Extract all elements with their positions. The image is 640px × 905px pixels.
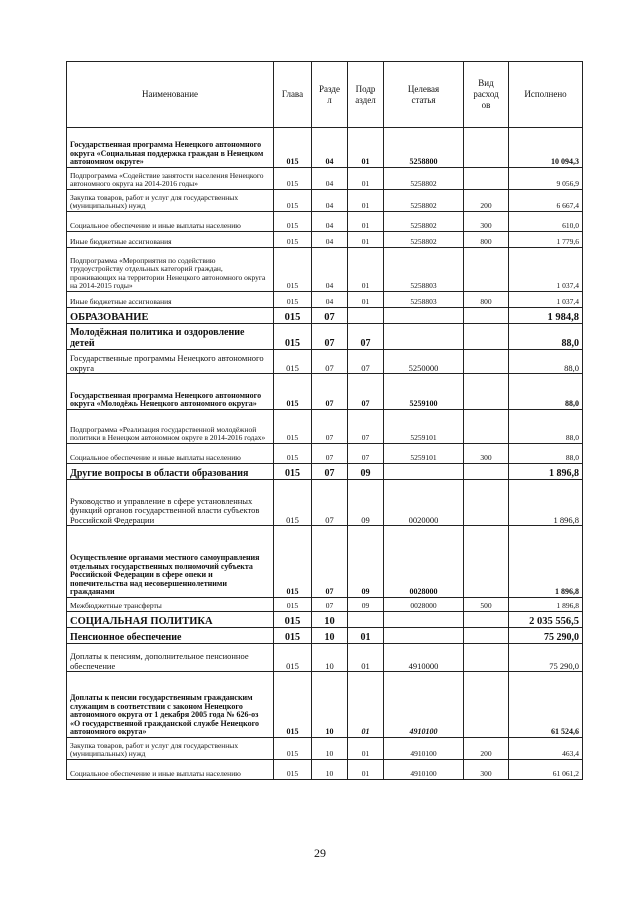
row-target: 5259100	[384, 374, 464, 410]
row-expense	[464, 350, 509, 374]
row-target: 5258802	[384, 168, 464, 190]
row-amount: 2 035 556,5	[509, 612, 583, 628]
row-name: Доплаты к пенсиям, дополнительное пенсионное обеспечение	[67, 644, 274, 672]
row-amount: 9 056,9	[509, 168, 583, 190]
row-amount: 88,0	[509, 444, 583, 464]
row-amount: 610,0	[509, 212, 583, 232]
row-subsection: 07	[348, 444, 384, 464]
row-chapter: 015	[274, 526, 312, 598]
row-amount: 1 896,8	[509, 526, 583, 598]
row-amount: 10 094,3	[509, 128, 583, 168]
table-row	[67, 644, 583, 672]
row-expense	[464, 128, 509, 168]
row-section: 10	[312, 760, 348, 780]
row-subsection: 01	[348, 760, 384, 780]
page-number: 29	[314, 846, 326, 860]
row-subsection: 09	[348, 598, 384, 612]
row-chapter: 015	[274, 464, 312, 480]
row-amount: 1 779,6	[509, 232, 583, 248]
table-row	[67, 444, 583, 464]
row-expense: 500	[464, 598, 509, 612]
header-name: Наименование	[67, 62, 274, 128]
row-chapter: 015	[274, 480, 312, 526]
row-expense: 800	[464, 232, 509, 248]
row-expense: 300	[464, 760, 509, 780]
row-amount: 1 037,4	[509, 292, 583, 308]
table-row	[67, 350, 583, 374]
table-row	[67, 464, 583, 480]
table-row	[67, 760, 583, 780]
row-expense	[464, 628, 509, 644]
row-expense	[464, 612, 509, 628]
row-name: Пенсионное обеспечение	[67, 628, 274, 644]
row-target: 4910100	[384, 738, 464, 760]
row-chapter: 015	[274, 598, 312, 612]
row-name: Подпрограмма «Мероприятия по содействию трудоустройству отдельных категорий граждан, проживающих на территории Ненецкого автономного округа на 2014-2015 годы»	[67, 248, 274, 292]
row-subsection: 07	[348, 350, 384, 374]
row-target: 5259101	[384, 410, 464, 444]
row-expense: 200	[464, 190, 509, 212]
row-name: Руководство и управление в сфере установленных функций органов государственной власти субъектов Российской Федерации	[67, 480, 274, 526]
row-expense	[464, 672, 509, 738]
header-section: Разде л	[312, 62, 348, 128]
table-row	[67, 128, 583, 168]
row-expense	[464, 168, 509, 190]
row-target: 4910100	[384, 672, 464, 738]
table-row	[67, 168, 583, 190]
row-target: 4910100	[384, 760, 464, 780]
row-target	[384, 324, 464, 350]
row-chapter: 015	[274, 410, 312, 444]
row-target: 0028000	[384, 598, 464, 612]
row-section: 04	[312, 190, 348, 212]
table-row	[67, 324, 583, 350]
row-section: 07	[312, 350, 348, 374]
row-subsection: 01	[348, 168, 384, 190]
row-section: 04	[312, 292, 348, 308]
row-section: 07	[312, 526, 348, 598]
row-target: 5250000	[384, 350, 464, 374]
row-target: 5258802	[384, 212, 464, 232]
row-expense: 200	[464, 738, 509, 760]
header-executed: Исполнено	[509, 62, 583, 128]
row-expense: 800	[464, 292, 509, 308]
row-section: 10	[312, 672, 348, 738]
row-target: 4910000	[384, 644, 464, 672]
row-subsection: 01	[348, 738, 384, 760]
row-subsection	[348, 308, 384, 324]
row-section: 07	[312, 480, 348, 526]
header-subsection: Подр аздел	[348, 62, 384, 128]
row-amount: 1 896,8	[509, 464, 583, 480]
row-chapter: 015	[274, 190, 312, 212]
row-expense	[464, 308, 509, 324]
header-chapter: Глава	[274, 62, 312, 128]
row-expense: 300	[464, 444, 509, 464]
row-expense	[464, 324, 509, 350]
row-amount: 88,0	[509, 410, 583, 444]
row-target	[384, 308, 464, 324]
row-section: 10	[312, 628, 348, 644]
table-row	[67, 248, 583, 292]
header-row	[67, 62, 583, 128]
table-row	[67, 212, 583, 232]
row-name: Подпрограмма «Реализация государственной молодёжной политики в Ненецком автономном округе в 2014-2016 годах»	[67, 410, 274, 444]
row-chapter: 015	[274, 248, 312, 292]
table-row	[67, 374, 583, 410]
row-name: Межбюджетные трансферты	[67, 598, 274, 612]
row-section: 07	[312, 464, 348, 480]
header-expense: Вид расход ов	[464, 62, 509, 128]
row-chapter: 015	[274, 760, 312, 780]
row-target: 5258803	[384, 292, 464, 308]
row-chapter: 015	[274, 644, 312, 672]
row-expense	[464, 464, 509, 480]
row-target: 5259101	[384, 444, 464, 464]
row-chapter: 015	[274, 324, 312, 350]
row-target: 5258800	[384, 128, 464, 168]
row-chapter: 015	[274, 612, 312, 628]
row-name: Закупка товаров, работ и услуг для государственных (муниципальных) нужд	[67, 738, 274, 760]
row-target: 5258803	[384, 248, 464, 292]
row-subsection: 09	[348, 526, 384, 598]
table-row	[67, 526, 583, 598]
row-subsection	[348, 612, 384, 628]
row-subsection: 07	[348, 410, 384, 444]
row-section: 04	[312, 128, 348, 168]
table-body	[67, 128, 583, 780]
row-chapter: 015	[274, 350, 312, 374]
row-target: 5258802	[384, 232, 464, 248]
row-amount: 1 984,8	[509, 308, 583, 324]
row-subsection: 01	[348, 190, 384, 212]
row-name: Иные бюджетные ассигнования	[67, 232, 274, 248]
row-amount: 61 061,2	[509, 760, 583, 780]
row-amount: 75 290,0	[509, 628, 583, 644]
row-chapter: 015	[274, 128, 312, 168]
row-name: Доплаты к пенсии государственным гражданским служащим в соответствии с законом Ненецкого автономного округа от 1 декабря 2005 года № 626-оз «О государственной гражданской службе Ненецкого автономного округа»	[67, 672, 274, 738]
row-expense	[464, 480, 509, 526]
row-target: 0020000	[384, 480, 464, 526]
row-name: Социальное обеспечение и иные выплаты населению	[67, 444, 274, 464]
row-expense	[464, 374, 509, 410]
row-subsection: 09	[348, 480, 384, 526]
row-section: 04	[312, 248, 348, 292]
row-expense	[464, 526, 509, 598]
row-section: 07	[312, 324, 348, 350]
row-expense	[464, 644, 509, 672]
row-target: 0028000	[384, 526, 464, 598]
row-expense	[464, 410, 509, 444]
row-amount: 1 896,8	[509, 480, 583, 526]
row-name: Социальное обеспечение и иные выплаты населению	[67, 212, 274, 232]
row-section: 07	[312, 598, 348, 612]
table-row	[67, 308, 583, 324]
row-section: 07	[312, 308, 348, 324]
budget-table	[66, 61, 583, 780]
row-name: Иные бюджетные ассигнования	[67, 292, 274, 308]
row-section: 04	[312, 212, 348, 232]
row-subsection: 01	[348, 232, 384, 248]
table-row	[67, 598, 583, 612]
row-subsection: 01	[348, 292, 384, 308]
row-name: Осуществление органами местного самоуправления отдельных государственных полномочий субъекта Российской Федерации в сфере опеки и попечительства над несовершеннолетними гражданами	[67, 526, 274, 598]
row-target: 5258802	[384, 190, 464, 212]
row-name: Государственные программы Ненецкого автономного округа	[67, 350, 274, 374]
row-name: Другие вопросы в области образования	[67, 464, 274, 480]
row-section: 04	[312, 168, 348, 190]
row-chapter: 015	[274, 292, 312, 308]
row-amount: 61 524,6	[509, 672, 583, 738]
table-row	[67, 232, 583, 248]
row-chapter: 015	[274, 168, 312, 190]
row-amount: 88,0	[509, 324, 583, 350]
row-chapter: 015	[274, 308, 312, 324]
header-target: Целевая статья	[384, 62, 464, 128]
row-target	[384, 628, 464, 644]
row-name: Закупка товаров, работ и услуг для государственных (муниципальных) нужд	[67, 190, 274, 212]
row-amount: 75 290,0	[509, 644, 583, 672]
row-section: 04	[312, 232, 348, 248]
row-chapter: 015	[274, 374, 312, 410]
row-expense	[464, 248, 509, 292]
table-row	[67, 628, 583, 644]
row-amount: 88,0	[509, 350, 583, 374]
table-row	[67, 190, 583, 212]
row-amount: 463,4	[509, 738, 583, 760]
row-name: Социальное обеспечение и иные выплаты населению	[67, 760, 274, 780]
row-subsection: 07	[348, 374, 384, 410]
row-section: 10	[312, 612, 348, 628]
row-chapter: 015	[274, 212, 312, 232]
row-subsection: 09	[348, 464, 384, 480]
row-name: ОБРАЗОВАНИЕ	[67, 308, 274, 324]
row-amount: 6 667,4	[509, 190, 583, 212]
table-row	[67, 612, 583, 628]
row-expense: 300	[464, 212, 509, 232]
row-name: СОЦИАЛЬНАЯ ПОЛИТИКА	[67, 612, 274, 628]
row-chapter: 015	[274, 232, 312, 248]
table-row	[67, 410, 583, 444]
table-row	[67, 480, 583, 526]
row-amount: 1 037,4	[509, 248, 583, 292]
table-row	[67, 672, 583, 738]
table-row	[67, 292, 583, 308]
row-target	[384, 612, 464, 628]
row-subsection: 01	[348, 644, 384, 672]
row-section: 07	[312, 444, 348, 464]
row-name: Государственная программа Ненецкого автономного округа «Социальная поддержка граждан в Ненецком автономном округе»	[67, 128, 274, 168]
row-chapter: 015	[274, 628, 312, 644]
row-chapter: 015	[274, 672, 312, 738]
row-amount: 88,0	[509, 374, 583, 410]
row-section: 10	[312, 644, 348, 672]
row-name: Государственная программа Ненецкого автономного округа «Молодёжь Ненецкого автономного округа»	[67, 374, 274, 410]
row-amount: 1 896,8	[509, 598, 583, 612]
row-subsection: 01	[348, 248, 384, 292]
row-name: Молодёжная политика и оздоровление детей	[67, 324, 274, 350]
row-section: 10	[312, 738, 348, 760]
row-chapter: 015	[274, 738, 312, 760]
row-name: Подпрограмма «Содействие занятости населения Ненецкого автономного округа на 2014-2016 годы»	[67, 168, 274, 190]
table-row	[67, 738, 583, 760]
row-subsection: 07	[348, 324, 384, 350]
row-section: 07	[312, 374, 348, 410]
row-target	[384, 464, 464, 480]
row-chapter: 015	[274, 444, 312, 464]
row-subsection: 01	[348, 212, 384, 232]
row-subsection: 01	[348, 672, 384, 738]
row-section: 07	[312, 410, 348, 444]
row-subsection: 01	[348, 128, 384, 168]
row-subsection: 01	[348, 628, 384, 644]
